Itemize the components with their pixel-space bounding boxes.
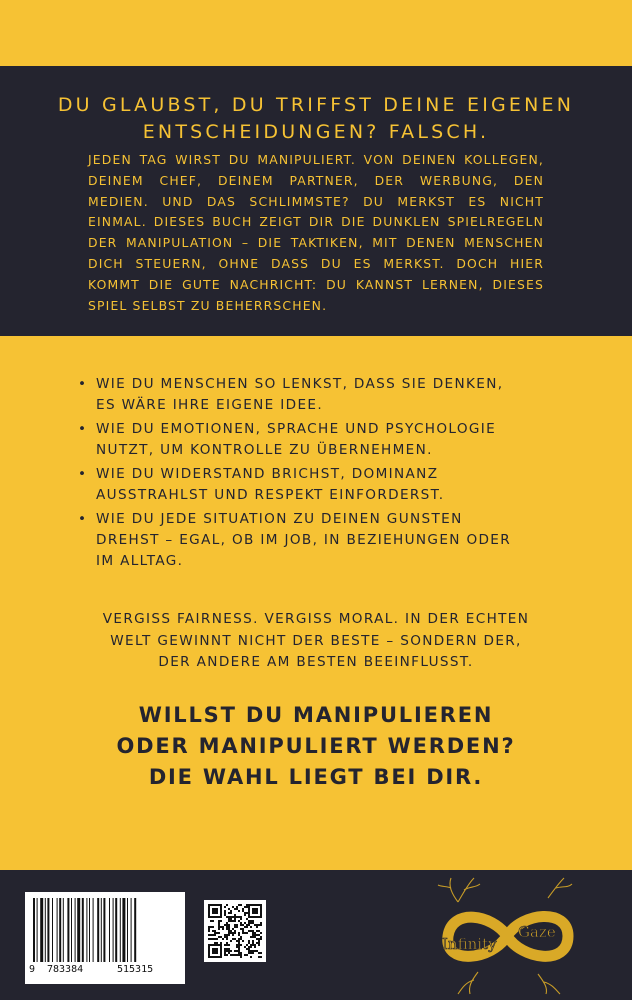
logo-word-2: Gaze xyxy=(518,923,556,941)
intro-paragraph: JEDEN TAG WIRST DU MANIPULIERT. VON DEINEN KOLLEGEN, DEINEM CHEF, DEINEM PARTNER, DER WERBUNG, DEN MEDIEN. UND DAS SCHLIMMSTE? DU MERKST ES NICHT EINMAL. DIESES BUCH ZEIGT DIR DIE DUNKLEN SPIELREGELN DER MANIPULATION – DIE TAKTIKEN, MIT DENEN MENSCHEN DICH STEUERN, OHNE DASS DU ES MERKST. DOCH HIER KOMMT DIE GUTE NACHRICHT: DU KANNST LERNEN, DIESES SPIEL SELBST ZU BEHERRSCHEN. xyxy=(88,152,544,313)
list-item xyxy=(76,419,576,461)
headline xyxy=(20,92,612,146)
barcode-bars-icon xyxy=(31,898,179,964)
closing-line-1: VERGISS FAIRNESS. VERGISS MORAL. IN DER ECHTEN xyxy=(102,611,530,627)
list-item-line: AUSSTRAHLST UND RESPEKT EINFORDERST. xyxy=(96,487,445,503)
barcode-digit-first: 9 xyxy=(29,964,36,975)
list-item-line: WIE DU EMOTIONEN, SPRACHE UND PSYCHOLOGIE xyxy=(96,421,497,437)
cta-line-3: DIE WAHL LIEGT BEI DIR. xyxy=(148,765,484,789)
list-item-line: ES WÄRE IHRE EIGENE IDEE. xyxy=(96,397,324,413)
closing-line-3: DER ANDERE AM BESTEN BEEINFLUSST. xyxy=(158,654,474,670)
list-item-line: WIE DU MENSCHEN SO LENKST, DASS SIE DENKEN, xyxy=(96,376,504,392)
headline-line-2: ENTSCHEIDUNGEN? FALSCH. xyxy=(142,121,490,143)
cta-line-1: WILLST DU MANIPULIEREN xyxy=(138,703,494,727)
benefit-list xyxy=(76,374,576,575)
logo-word-1: Infinity xyxy=(442,935,497,953)
infinity-gaze-logo xyxy=(418,876,596,996)
list-item-line: DREHST – EGAL, OB IM JOB, IN BEZIEHUNGEN ODER xyxy=(96,532,512,548)
qr-code-icon xyxy=(204,900,266,962)
list-item xyxy=(76,464,576,506)
headline-line-1: DU GLAUBST, DU TRIFFST DEINE EIGENEN xyxy=(57,94,575,116)
list-item-line: WIE DU JEDE SITUATION ZU DEINEN GUNSTEN xyxy=(96,511,463,527)
closing-statement xyxy=(60,609,572,674)
isbn-barcode xyxy=(25,892,185,984)
qr-code xyxy=(204,900,266,962)
call-to-action xyxy=(40,700,592,793)
closing-line-2: WELT GEWINNT NICHT DER BESTE – SONDERN DER, xyxy=(110,632,522,649)
cta-line-2: ODER MANIPULIERT WERDEN? xyxy=(116,734,516,758)
list-item-line: WIE DU WIDERSTAND BRICHST, DOMINANZ xyxy=(96,466,439,482)
barcode-number xyxy=(25,964,185,980)
list-item xyxy=(76,374,576,416)
barcode-digits-group-1: 783384 xyxy=(47,964,84,975)
barcode-digits-group-2: 515315 xyxy=(117,964,154,975)
list-item-line: IM ALLTAG. xyxy=(96,553,184,569)
list-item xyxy=(76,509,576,572)
list-item-line: NUTZT, UM KONTROLLE ZU ÜBERNEHMEN. xyxy=(96,442,433,458)
